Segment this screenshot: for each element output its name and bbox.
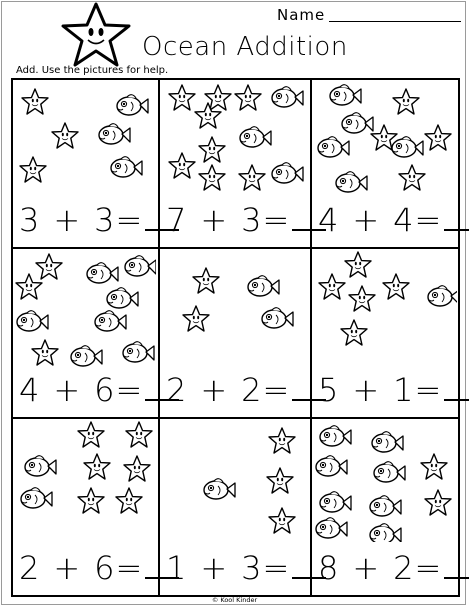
equation: [19, 549, 179, 587]
fish-icon: [204, 479, 235, 499]
fish-icon: [428, 286, 457, 306]
name-write-line[interactable]: [329, 21, 461, 22]
starfish-icon: [193, 268, 219, 293]
fish-icon: [316, 456, 347, 476]
fish-icon: [95, 311, 126, 331]
starfish-icon: [383, 274, 409, 299]
equals-sign: =: [115, 371, 144, 409]
addend-b: 3: [241, 549, 263, 587]
fish-icon: [374, 462, 405, 482]
fish-icon: [330, 85, 361, 105]
starfish-icon: [84, 454, 110, 479]
starfish-icon: [267, 468, 293, 493]
fish-icon: [372, 432, 403, 452]
plus-sign: +: [200, 371, 229, 409]
plus-sign: +: [352, 371, 381, 409]
problem-cell: [11, 417, 156, 593]
starfish-icon: [116, 488, 142, 513]
equals-sign: =: [262, 371, 291, 409]
starfish-icon: [195, 103, 221, 128]
equation: [318, 201, 469, 239]
addend-a: 1: [166, 549, 188, 587]
addend-a: 2: [166, 371, 188, 409]
fish-icon: [320, 492, 351, 512]
fish-icon: [318, 137, 349, 157]
fish-icon: [87, 263, 118, 283]
problem-cell: [158, 78, 308, 245]
plus-sign: +: [53, 549, 82, 587]
starfish-icon: [78, 488, 104, 513]
problem-cell: [11, 78, 156, 245]
addend-b: 2: [241, 371, 263, 409]
addend-b: 6: [94, 549, 116, 587]
starfish-icon: [16, 274, 42, 299]
fish-icon: [370, 496, 401, 516]
answer-blank[interactable]: [444, 373, 469, 401]
addend-a: 7: [166, 201, 188, 239]
equals-sign: =: [414, 549, 443, 587]
problem-cell: [158, 247, 308, 415]
plus-sign: +: [200, 549, 229, 587]
copyright-footer: © Kool Kinder: [211, 596, 258, 604]
addend-b: 2: [393, 549, 415, 587]
name-label: Name: [277, 6, 326, 24]
starfish-icon: [269, 428, 295, 453]
problem-cell: [310, 247, 457, 415]
answer-blank[interactable]: [444, 551, 469, 579]
starfish-icon: [169, 85, 195, 110]
equation: [19, 371, 179, 409]
starfish-icon: [199, 137, 225, 162]
equation: [166, 201, 326, 239]
starfish-icon: [421, 454, 447, 479]
plus-sign: +: [53, 201, 82, 239]
fish-icon: [248, 276, 279, 296]
starfish-icon: [269, 508, 295, 533]
starfish-icon: [169, 153, 195, 178]
counting-pictures: [310, 78, 457, 203]
addend-b: 4: [393, 201, 415, 239]
problem-cell: [310, 417, 457, 593]
counting-pictures: [158, 417, 308, 542]
answer-blank[interactable]: [444, 203, 469, 231]
starfish-icon: [78, 422, 104, 447]
counting-pictures: [11, 78, 156, 203]
fish-icon: [99, 124, 130, 144]
fish-icon: [272, 87, 303, 107]
starfish-icon: [124, 456, 150, 481]
addend-a: 4: [19, 371, 41, 409]
addend-b: 3: [94, 201, 116, 239]
starfish-icon: [32, 340, 58, 365]
fish-icon: [342, 113, 373, 133]
fish-icon: [320, 426, 351, 446]
equation: [318, 371, 469, 409]
page-title: Ocean Addition: [142, 32, 348, 62]
equals-sign: =: [414, 371, 443, 409]
counting-pictures: [310, 247, 457, 372]
problem-cell: [310, 78, 457, 245]
fish-icon: [392, 137, 423, 157]
counting-pictures: [158, 78, 308, 203]
addend-b: 6: [94, 371, 116, 409]
equals-sign: =: [262, 201, 291, 239]
starfish-icon: [319, 274, 345, 299]
fish-icon: [336, 172, 367, 192]
fish-icon: [111, 157, 142, 177]
starfish-icon: [126, 422, 152, 447]
counting-pictures: [11, 247, 156, 372]
plus-sign: +: [352, 549, 381, 587]
fish-icon: [123, 342, 154, 362]
counting-pictures: [11, 417, 156, 542]
plus-sign: +: [200, 201, 229, 239]
fish-icon: [272, 163, 303, 183]
starfish-icon: [425, 125, 451, 150]
addend-a: 5: [318, 371, 340, 409]
plus-sign: +: [53, 371, 82, 409]
equation: [19, 201, 179, 239]
addend-b: 1: [393, 371, 415, 409]
starfish-icon: [235, 85, 261, 110]
starfish-icon: [52, 123, 78, 148]
fish-icon: [107, 288, 138, 308]
starfish-icon: [341, 320, 367, 345]
fish-icon: [21, 488, 52, 508]
starfish-icon: [239, 165, 265, 190]
addend-b: 3: [241, 201, 263, 239]
fish-icon: [17, 311, 48, 331]
fish-icon: [117, 95, 148, 115]
fish-icon: [240, 127, 271, 147]
addend-a: 4: [318, 201, 340, 239]
addend-a: 3: [19, 201, 41, 239]
fish-icon: [316, 518, 347, 538]
counting-pictures: [158, 247, 308, 372]
equals-sign: =: [262, 549, 291, 587]
starfish-icon: [345, 252, 371, 277]
starfish-icon: [36, 254, 62, 279]
addend-a: 2: [19, 549, 41, 587]
fish-icon: [125, 256, 156, 276]
starfish-icon: [199, 165, 225, 190]
starfish-logo-icon: [58, 1, 134, 69]
equals-sign: =: [115, 549, 144, 587]
equals-sign: =: [414, 201, 443, 239]
starfish-icon: [393, 89, 419, 114]
equals-sign: =: [115, 201, 144, 239]
starfish-icon: [22, 89, 48, 114]
fish-icon: [25, 456, 56, 476]
starfish-icon: [183, 306, 209, 331]
starfish-icon: [20, 157, 46, 182]
equation: [318, 549, 469, 587]
starfish-icon: [425, 490, 451, 515]
equation: [166, 371, 326, 409]
problem-cell: [11, 247, 156, 415]
starfish-icon: [399, 165, 425, 190]
addend-a: 8: [318, 549, 340, 587]
fish-icon: [262, 308, 293, 328]
starfish-icon: [349, 286, 375, 311]
fish-icon: [71, 346, 102, 366]
equation: [166, 549, 326, 587]
instructions: Add. Use the pictures for help.: [16, 65, 169, 76]
plus-sign: +: [352, 201, 381, 239]
counting-pictures: [310, 417, 457, 542]
problem-cell: [158, 417, 308, 593]
fish-icon: [370, 524, 401, 542]
